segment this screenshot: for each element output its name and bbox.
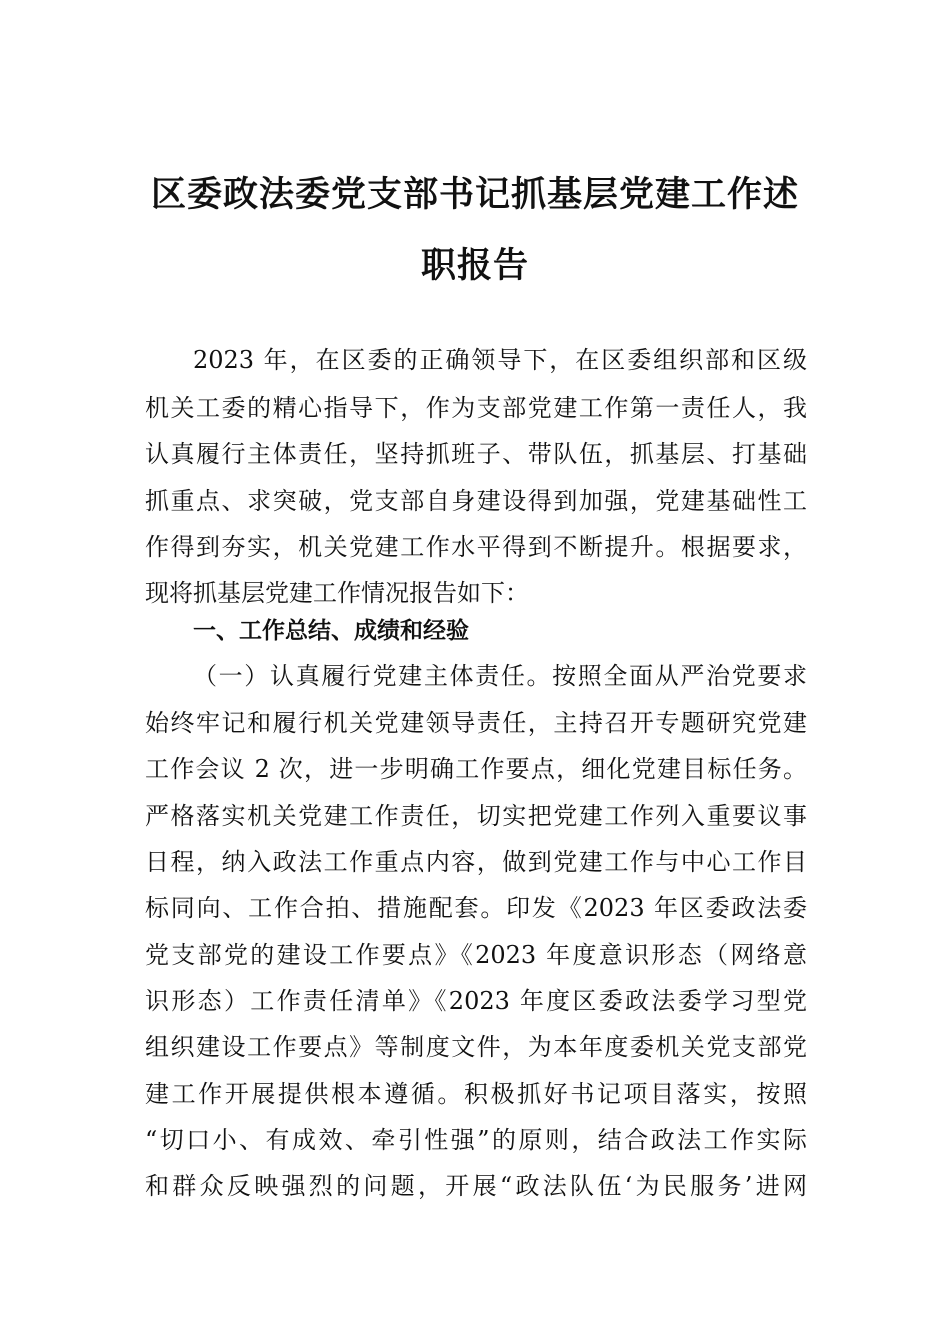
paragraph-line: 和群众反映强烈的问题，开展“政法队伍‘为民服务’进网 (145, 1172, 807, 1200)
paragraph-line: 现将抓基层党建工作情况报告如下： (145, 579, 529, 607)
paragraph-line: （一）认真履行党建主体责任。按照全面从严治党要求 (193, 662, 807, 690)
paragraph-line: 组织建设工作要点》等制度文件，为本年度委机关党支部党 (145, 1033, 807, 1061)
paragraph-line: 标同向、工作合拍、措施配套。印发《2023 年区委政法委 (145, 894, 807, 922)
paragraph-line: 2023 年，在区委的正确领导下，在区委组织部和区级 (193, 346, 807, 374)
paragraph-line: 始终牢记和履行机关党建领导责任，主持召开专题研究党建 (145, 709, 807, 737)
paragraph-line: 机关工委的精心指导下，作为支部党建工作第一责任人，我 (145, 394, 807, 422)
paragraph-line: 认真履行主体责任，坚持抓班子、带队伍，抓基层、打基础 (145, 440, 807, 468)
document-title-line-2: 职报告 (420, 245, 529, 286)
document-title-line-1: 区委政法委党支部书记抓基层党建工作述 (150, 174, 799, 215)
paragraph-line: 日程，纳入政法工作重点内容，做到党建工作与中心工作目 (145, 848, 807, 876)
paragraph-line: 识形态）工作责任清单》《2023 年度区委政法委学习型党 (145, 987, 807, 1015)
paragraph-line: 抓重点、求突破，党支部自身建设得到加强，党建基础性工 (145, 487, 807, 515)
paragraph-line: 严格落实机关党建工作责任，切实把党建工作列入重要议事 (145, 802, 807, 830)
paragraph-line: 工作会议 2 次，进一步明确工作要点，细化党建目标任务。 (145, 755, 807, 783)
paragraph-line: 作得到夯实，机关党建工作水平得到不断提升。根据要求， (145, 533, 807, 561)
section-heading: 一、工作总结、成绩和经验 (193, 618, 469, 644)
paragraph-line: “切口小、有成效、牵引性强”的原则，结合政法工作实际 (145, 1126, 807, 1154)
paragraph-line: 建工作开展提供根本遵循。积极抓好书记项目落实，按照 (145, 1080, 807, 1108)
paragraph-line: 党支部党的建设工作要点》《2023 年度意识形态（网络意 (145, 941, 807, 969)
